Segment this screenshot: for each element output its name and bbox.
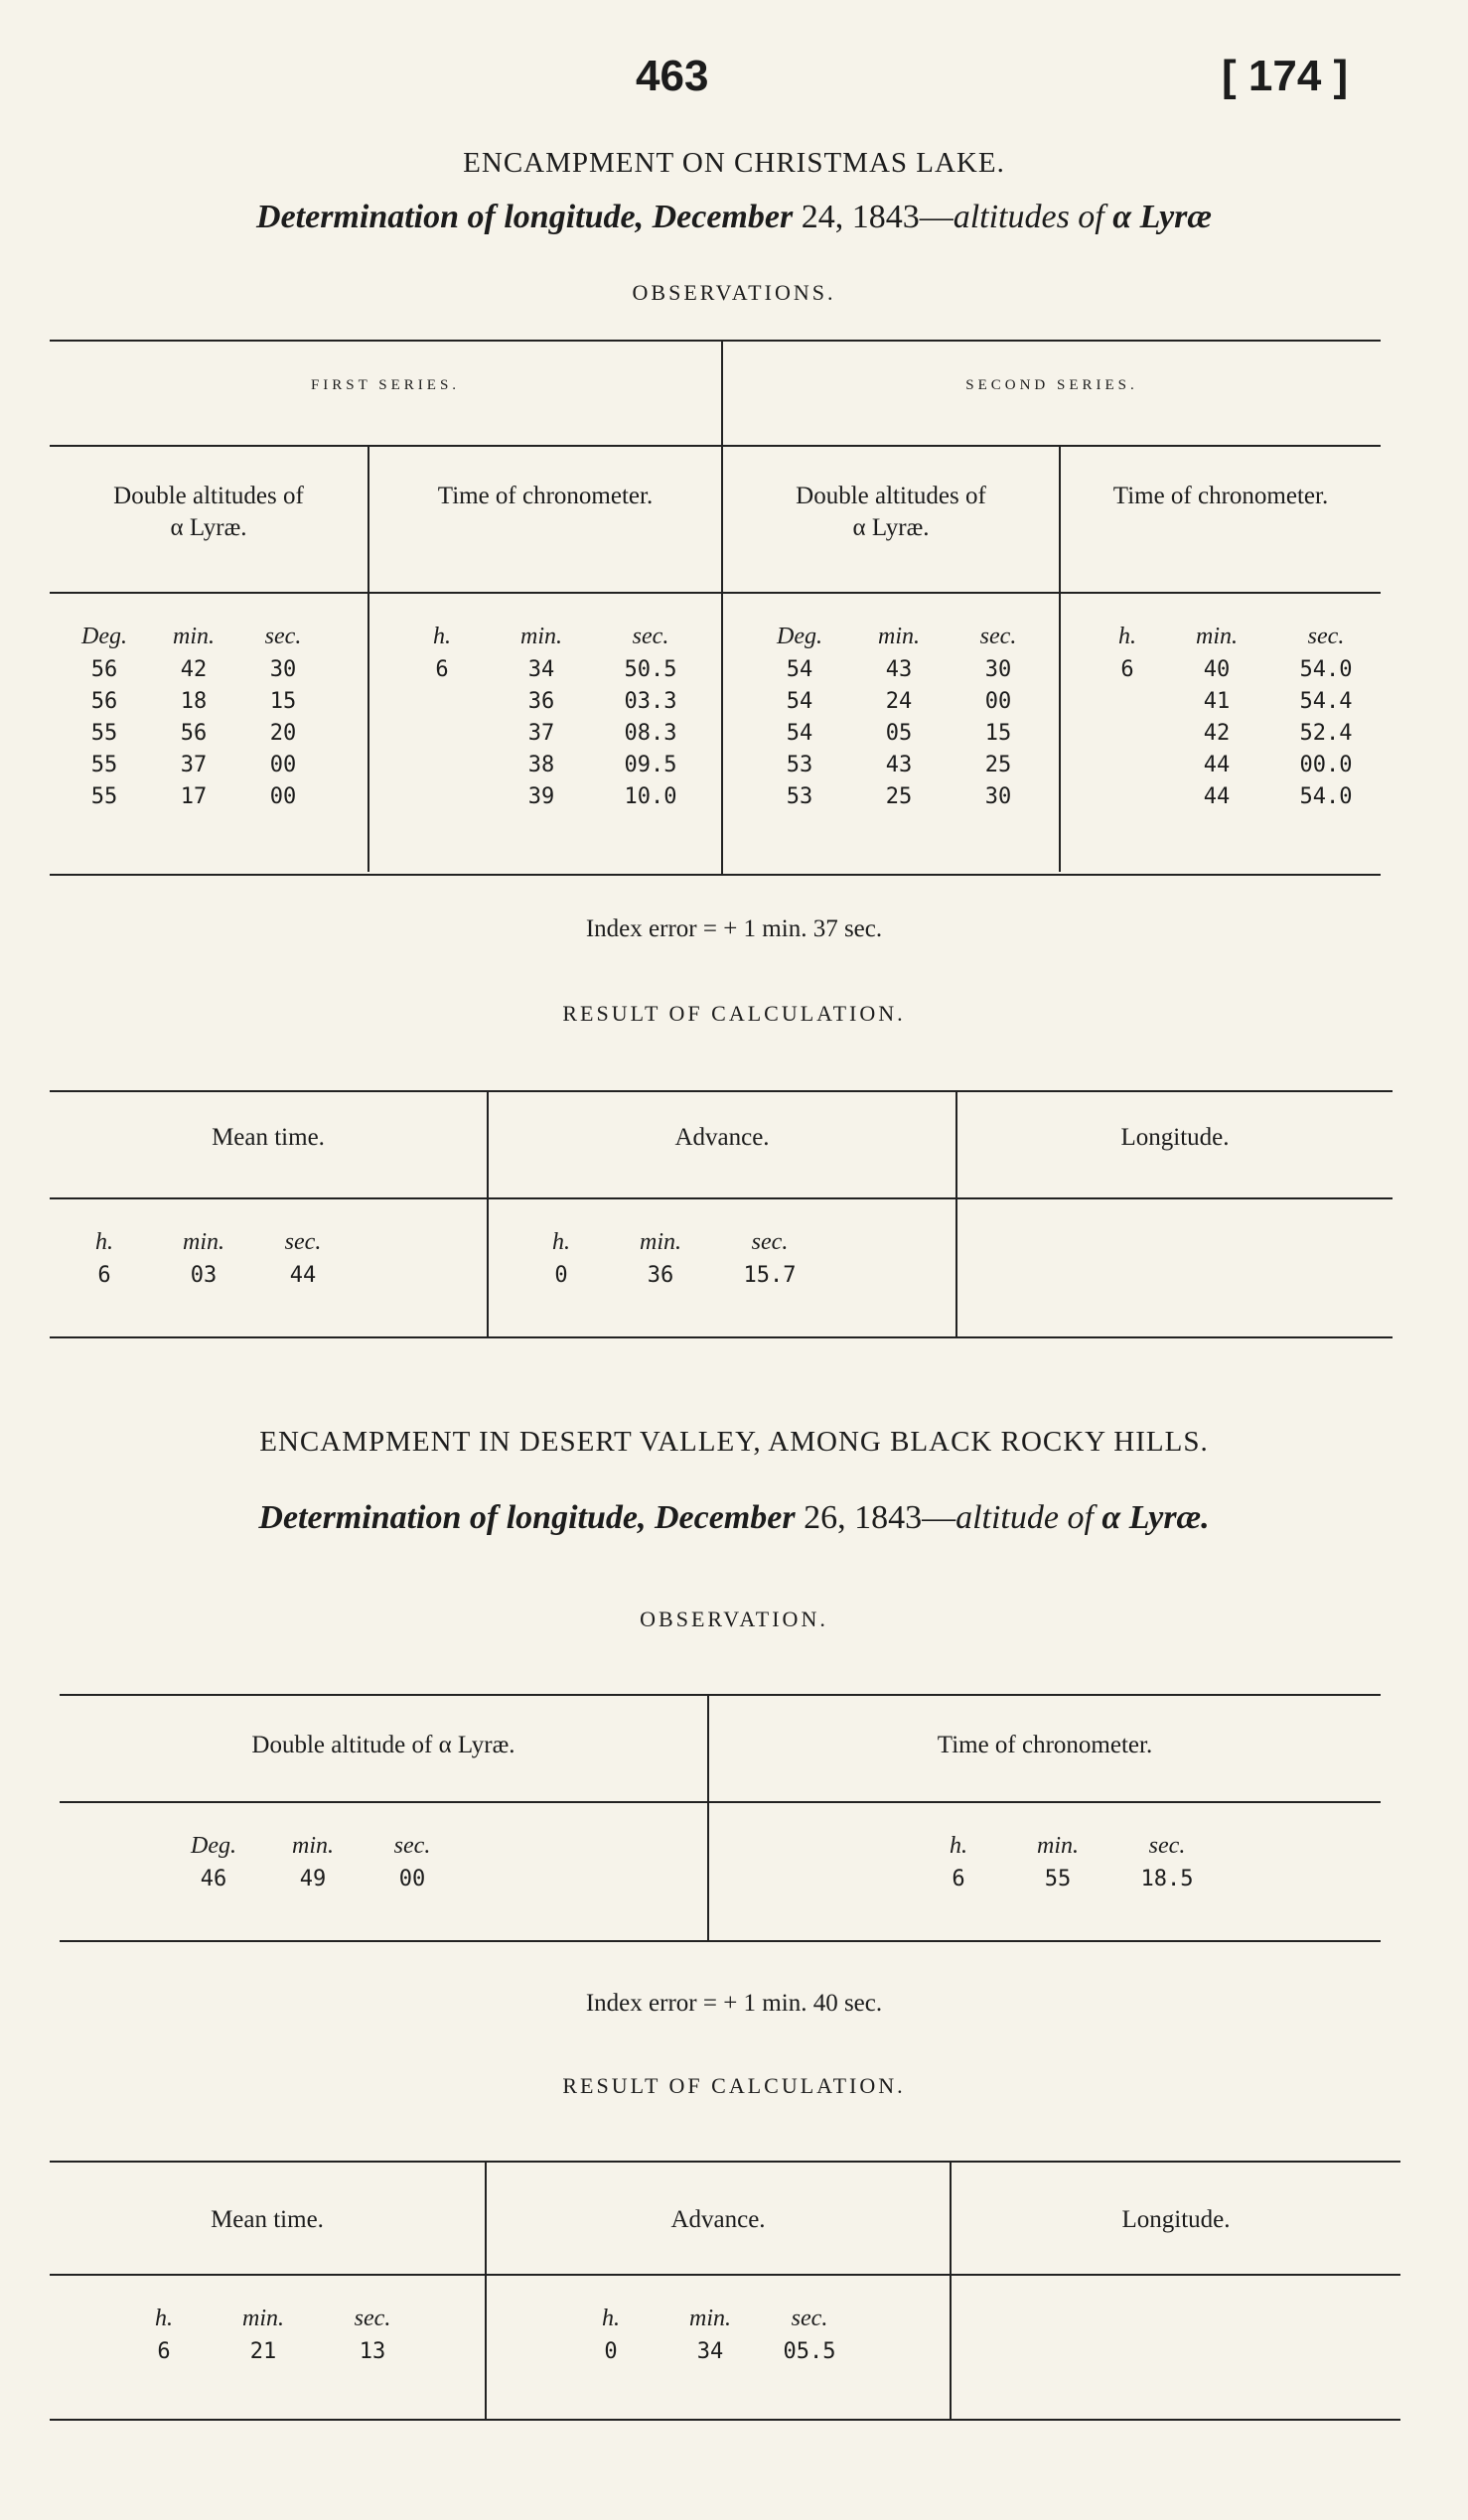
- obs-time-unit: sec.: [1148, 1833, 1186, 1859]
- result2-col-mean-time: Mean time.: [211, 2206, 324, 2233]
- first-alt-cell: 56: [180, 721, 208, 746]
- second-alt-cell: 15: [984, 721, 1012, 746]
- observations-label: OBSERVATIONS.: [632, 280, 836, 305]
- section2-subtitle: [0, 1499, 1468, 1537]
- second-time-cell: 6: [1120, 657, 1134, 682]
- section1-subtitle: [0, 199, 1468, 236]
- advance-2-unit: h.: [602, 2306, 620, 2331]
- mean-time-2-unit: h.: [155, 2306, 173, 2331]
- second-time-unit: sec.: [1307, 624, 1345, 649]
- subtitle2-star: α Lyræ.: [1101, 1499, 1210, 1536]
- mean-time-2-cell: 13: [359, 2339, 386, 2364]
- second-alt-cell: 25: [885, 784, 913, 809]
- index-error-1: Index error = + 1 min. 37 sec.: [585, 915, 883, 942]
- first-time-cell: 03.3: [624, 689, 677, 714]
- advance-2-cell: 05.5: [783, 2339, 836, 2364]
- col-double-altitudes: [50, 481, 367, 544]
- page-number: 463: [636, 52, 709, 100]
- obs-alt-unit: Deg.: [191, 1833, 236, 1859]
- observation-label: OBSERVATION.: [640, 1607, 828, 1631]
- second-alt-cell: 43: [885, 753, 913, 777]
- first-time-unit: sec.: [632, 624, 669, 649]
- first-time-cell: 09.5: [624, 753, 677, 777]
- obs-alt-unit: sec.: [393, 1833, 431, 1859]
- mean-time-1-cell: 44: [289, 1263, 317, 1288]
- subtitle-date: 24, 1843—: [801, 199, 954, 235]
- obs-time-cell: 18.5: [1140, 1867, 1194, 1891]
- first-alt-cell: 30: [269, 657, 297, 682]
- second-time-cell: 54.0: [1299, 784, 1353, 809]
- first-time-cell: 39: [527, 784, 555, 809]
- second-alt-cell: 24: [885, 689, 913, 714]
- first-alt-unit: min.: [173, 624, 215, 649]
- first-alt-unit: Deg.: [81, 624, 127, 649]
- second-alt-cell: 53: [786, 753, 813, 777]
- second-time-cell: 44: [1203, 753, 1231, 777]
- mean-time-2-cell: 21: [249, 2339, 277, 2364]
- first-alt-cell: 15: [269, 689, 297, 714]
- first-time-cell: 37: [527, 721, 555, 746]
- subtitle2-date: 26, 1843—: [804, 1499, 956, 1536]
- second-series-label: SECOND SERIES.: [965, 377, 1138, 393]
- first-time-unit: h.: [433, 624, 451, 649]
- first-time-cell: 34: [527, 657, 555, 682]
- second-alt-cell: 30: [984, 657, 1012, 682]
- col-time-chronometer: Time of chronometer.: [437, 483, 654, 509]
- obs-alt-cell: 00: [398, 1867, 426, 1891]
- mean-time-1-cell: 03: [190, 1263, 218, 1288]
- result-label-2: RESULT OF CALCULATION.: [562, 2073, 906, 2098]
- obs-alt-unit: min.: [292, 1833, 334, 1859]
- col-alt-line1: Double altitudes of: [113, 483, 304, 509]
- second-time-cell: 54.0: [1299, 657, 1353, 682]
- second-time-cell: 44: [1203, 784, 1231, 809]
- second-alt-cell: 43: [885, 657, 913, 682]
- first-time-cell: 08.3: [624, 721, 677, 746]
- second-alt-cell: 54: [786, 689, 813, 714]
- advance-1-unit: min.: [640, 1229, 681, 1255]
- first-alt-cell: 00: [269, 753, 297, 777]
- first-time-cell: 6: [435, 657, 449, 682]
- first-alt-cell: 20: [269, 721, 297, 746]
- second-alt-cell: 53: [786, 784, 813, 809]
- result2-col-advance: Advance.: [670, 2206, 766, 2233]
- subtitle2-lead: Determination of longitude, December: [258, 1499, 796, 1536]
- second-alt-cell: 54: [786, 657, 813, 682]
- advance-2-cell: 0: [604, 2339, 618, 2364]
- result1-col-longitude: Longitude.: [1120, 1124, 1230, 1151]
- obs-col-time-chronometer: Time of chronometer.: [937, 1732, 1153, 1758]
- subtitle2-tail: altitude of: [955, 1499, 1094, 1536]
- second-time-cell: 54.4: [1299, 689, 1353, 714]
- second-time-cell: 40: [1203, 657, 1231, 682]
- first-alt-cell: 55: [90, 784, 118, 809]
- first-alt-cell: 56: [90, 657, 118, 682]
- second-time-cell: 00.0: [1299, 753, 1353, 777]
- advance-1-cell: 36: [647, 1263, 674, 1288]
- result-label-1: RESULT OF CALCULATION.: [562, 1001, 906, 1026]
- first-time-unit: min.: [520, 624, 562, 649]
- col-alt2-line2: α Lyræ.: [852, 514, 930, 541]
- first-alt-cell: 18: [180, 689, 208, 714]
- first-alt-unit: sec.: [264, 624, 302, 649]
- first-alt-cell: 56: [90, 689, 118, 714]
- result1-col-mean-time: Mean time.: [212, 1124, 325, 1151]
- first-alt-cell: 55: [90, 753, 118, 777]
- obs-time-unit: h.: [950, 1833, 967, 1859]
- second-time-unit: min.: [1196, 624, 1238, 649]
- col-double-altitudes-2: [723, 481, 1059, 544]
- second-alt-cell: 25: [984, 753, 1012, 777]
- mean-time-1-unit: h.: [95, 1229, 113, 1255]
- second-alt-unit: min.: [878, 624, 920, 649]
- section1-heading: ENCAMPMENT ON CHRISTMAS LAKE.: [463, 147, 1005, 179]
- advance-2-cell: 34: [696, 2339, 724, 2364]
- first-time-cell: 38: [527, 753, 555, 777]
- second-alt-cell: 05: [885, 721, 913, 746]
- obs-time-cell: 55: [1044, 1867, 1072, 1891]
- col-alt-line2: α Lyræ.: [170, 514, 247, 541]
- second-time-cell: 41: [1203, 689, 1231, 714]
- second-alt-unit: sec.: [979, 624, 1017, 649]
- bracket-page-number: [ 174 ]: [1222, 52, 1349, 100]
- second-alt-cell: 00: [984, 689, 1012, 714]
- second-time-unit: h.: [1118, 624, 1136, 649]
- obs-col-double-altitude: Double altitude of α Lyræ.: [251, 1732, 515, 1758]
- mean-time-2-unit: min.: [242, 2306, 284, 2331]
- mean-time-1-unit: min.: [183, 1229, 224, 1255]
- first-alt-cell: 42: [180, 657, 208, 682]
- first-alt-cell: 17: [180, 784, 208, 809]
- advance-2-unit: sec.: [791, 2306, 828, 2331]
- first-time-cell: 10.0: [624, 784, 677, 809]
- mean-time-2-cell: 6: [157, 2339, 171, 2364]
- second-alt-cell: 54: [786, 721, 813, 746]
- mean-time-1-unit: sec.: [284, 1229, 322, 1255]
- first-time-cell: 50.5: [624, 657, 677, 682]
- advance-1-unit: sec.: [751, 1229, 789, 1255]
- obs-time-unit: min.: [1037, 1833, 1079, 1859]
- second-alt-cell: 30: [984, 784, 1012, 809]
- obs-alt-cell: 46: [200, 1867, 227, 1891]
- mean-time-1-cell: 6: [97, 1263, 111, 1288]
- mean-time-2-unit: sec.: [354, 2306, 391, 2331]
- second-alt-unit: Deg.: [777, 624, 822, 649]
- subtitle-lead: Determination of longitude, December: [256, 199, 794, 235]
- result1-col-advance: Advance.: [674, 1124, 770, 1151]
- first-alt-cell: 37: [180, 753, 208, 777]
- col-alt2-line1: Double altitudes of: [796, 483, 986, 509]
- obs-alt-cell: 49: [299, 1867, 327, 1891]
- advance-1-unit: h.: [552, 1229, 570, 1255]
- advance-1-cell: 0: [554, 1263, 568, 1288]
- advance-2-unit: min.: [689, 2306, 731, 2331]
- second-time-cell: 52.4: [1299, 721, 1353, 746]
- first-time-cell: 36: [527, 689, 555, 714]
- section2-heading: ENCAMPMENT IN DESERT VALLEY, AMONG BLACK ROCKY HILLS.: [259, 1426, 1209, 1458]
- subtitle-tail: altitudes of: [953, 199, 1104, 235]
- col-time-chronometer-2: Time of chronometer.: [1112, 483, 1329, 509]
- subtitle-star: α Lyræ: [1112, 199, 1212, 235]
- first-alt-cell: 00: [269, 784, 297, 809]
- obs-time-cell: 6: [952, 1867, 965, 1891]
- result2-col-longitude: Longitude.: [1121, 2206, 1231, 2233]
- first-alt-cell: 55: [90, 721, 118, 746]
- second-time-cell: 42: [1203, 721, 1231, 746]
- first-series-label: FIRST SERIES.: [310, 377, 461, 393]
- advance-1-cell: 15.7: [743, 1263, 797, 1288]
- index-error-2: Index error = + 1 min. 40 sec.: [585, 1990, 883, 2017]
